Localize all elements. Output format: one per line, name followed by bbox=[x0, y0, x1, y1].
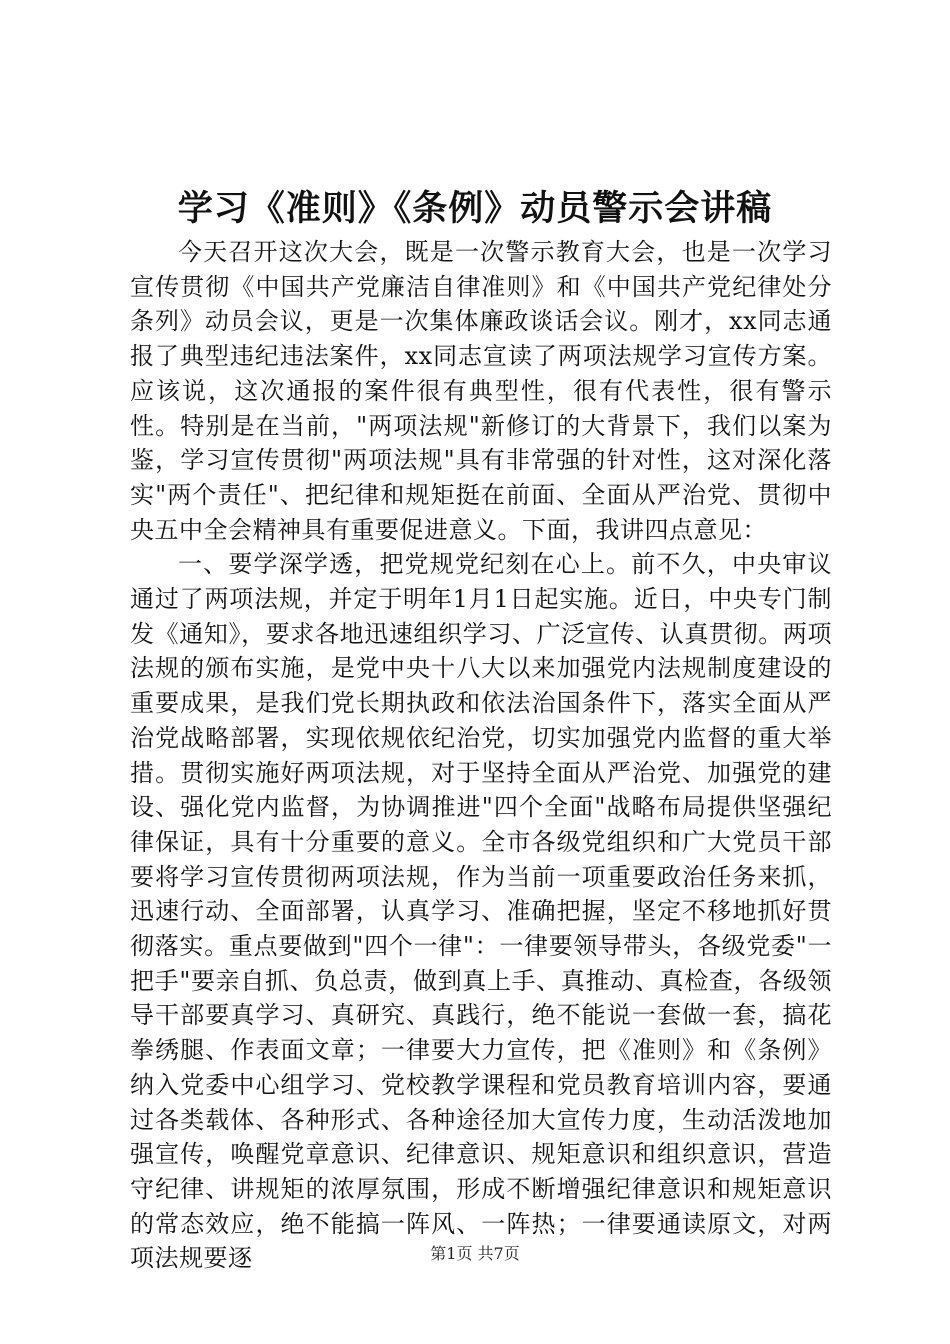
document-body bbox=[130, 235, 832, 1276]
page-indicator: 第1页 共7页 bbox=[430, 1244, 520, 1263]
paragraph-intro: 今天召开这次大会，既是一次警示教育大会，也是一次学习宣传贯彻《中国共产党廉洁自律准则》和《中国共产党纪律处分条列》动员会议，更是一次集体廉政谈话会议。刚才，xx同志通报了典型违纪违法案件，xx同志宣读了两项法规学习宣传方案。应该说，这次通报的案件很有典型性，很有代表性，很有警示性。特别是在当前，"两项法规"新修订的大背景下，我们以案为鉴，学习宣传贯彻"两项法规"具有非常强的针对性，这对深化落实"两个责任"、把纪律和规矩挺在前面、全面从严治党、贯彻中央五中全会精神具有重要促进意义。下面，我讲四点意见： bbox=[130, 238, 832, 544]
document-title: 学习《准则》《条例》动员警示会讲稿 bbox=[177, 188, 773, 229]
paragraph-section-one: 一、要学深学透，把党规党纪刻在心上。前不久，中央审议通过了两项法规，并定于明年1月1日起实施。近日，中央专门制发《通知》，要求各地迅速组织学习、广泛宣传、认真贯彻。两项法规的颁布实施，是党中央十八大以来加强党内法规制度建设的重要成果，是我们党长期执政和依法治国条件下，落实全面从严治党战略部署，实现依规依纪治党，切实加强党内监督的重大举措。贯彻实施好两项法规，对于坚持全面从严治党、加强党的建设、强化党内监督，为协调推进"四个全面"战略布局提供坚强纪律保证，具有十分重要的意义。全市各级党组织和广大党员干部要将学习宣传贯彻两项法规，作为当前一项重要政治任务来抓，迅速行动、全面部署，认真学习、准确把握，坚定不移地抓好贯彻落实。重点要做到"四个一律"：一律要领导带头，各级党委"一把手"要亲自抓、负总责，做到真上手、真推动、真检查，各级领导干部要真学习、真研究、真践行，绝不能说一套做一套，搞花拳绣腿、作表面文章；一律要大力宣传，把《准则》和《条例》纳入党委中心组学习、党校教学课程和党员教育培训内容，要通过各类载体、各种形式、各种途径加大宣传力度，生动活泼地加强宣传，唤醒党章意识、纪律意识、规矩意识和组织意识，营造守纪律、讲规矩的浓厚氛围，形成不断增强纪律意识和规矩意识的常态效应，绝不能搞一阵风、一阵热；一律要通读原文，对两项法规要逐 bbox=[130, 550, 832, 1273]
